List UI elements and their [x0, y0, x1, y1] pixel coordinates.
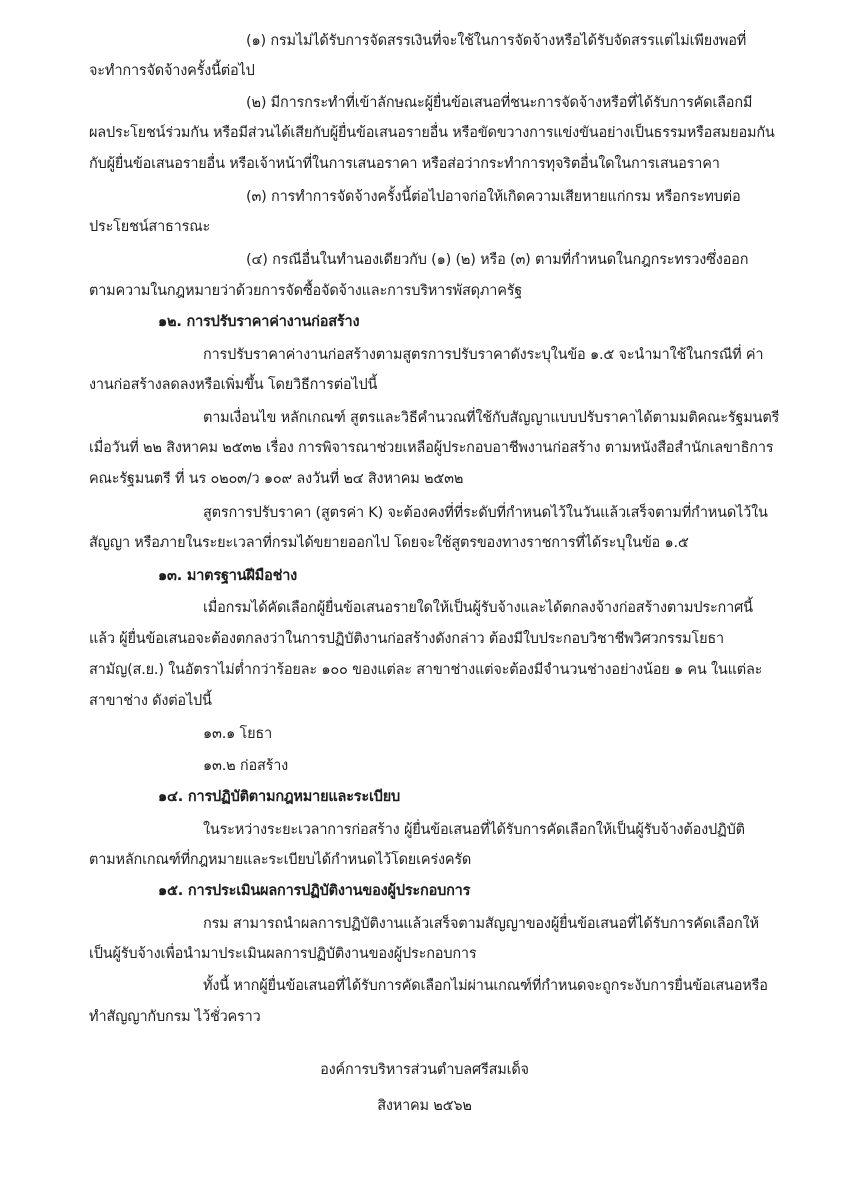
clause-line: (๓) การทำการจัดจ้างครั้งนี้ต่อไปอาจก่อให้เกิดความเสียหายแก่กรม หรือกระทบต่อ — [246, 189, 741, 205]
section-heading: ๑๓. มาตรฐานฝีมือช่าง — [158, 568, 298, 584]
clause-line: ผลประโยชน์ร่วมกัน หรือมีส่วนได้เสียกับผู้ยื่นข้อเสนอรายอื่น หรือขัดขวางการแข่งขันอย่างเป็นธรรมหรือสมยอมกัน — [89, 125, 775, 141]
paragraph-line: การปรับราคาค่างานก่อสร้างตามสูตรการปรับราคาดังระบุในข้อ ๑.๕ จะนำมาใช้ในกรณีที่ ค่า — [203, 347, 764, 363]
sub-item: ๑๓.๑ โยธา — [203, 726, 273, 742]
clause-line: กับผู้ยื่นข้อเสนอรายอื่น หรือเจ้าหน้าที่ในการเสนอราคา หรือส่อว่ากระทำการทุจริตอื่นใดในการเสนอราคา — [89, 156, 720, 172]
paragraph-line: สูตรการปรับราคา (สูตรค่า K) จะต้องคงที่ที่ระดับที่กำหนดไว้ในวันแล้วเสร็จตามที่กำหนดไว้ใน — [203, 505, 768, 521]
paragraph-line: สัญญา หรือภายในระยะเวลาที่กรมได้ขยายออกไป โดยจะใช้สูตรของทางราชการที่ได้ระบุในข้อ ๑.๕ — [89, 535, 689, 551]
paragraph-line: ในระหว่างระยะเวลาการก่อสร้าง ผู้ยื่นข้อเสนอที่ได้รับการคัดเลือกให้เป็นผู้รับจ้างต้องปฏิบัติ — [203, 822, 745, 838]
paragraph-line: กรม สามารถนำผลการปฏิบัติงานแล้วเสร็จตามสัญญาของผู้ยื่นข้อเสนอที่ได้รับการคัดเลือกให้ — [203, 916, 759, 932]
clause-line: (๑) กรมไม่ได้รับการจัดสรรเงินที่จะใช้ในการจัดจ้างหรือได้รับจัดสรรแต่ไม่เพียงพอที่ — [246, 33, 747, 49]
paragraph-line: คณะรัฐมนตรี ที่ นร ๐๒๐๓/ว ๑๐๙ ลงวันที่ ๒๔ สิงหาคม ๒๕๓๒ — [89, 471, 464, 487]
signature-date: สิงหาคม ๒๕๖๒ — [377, 1098, 472, 1114]
paragraph-line: แล้ว ผู้ยื่นข้อเสนอจะต้องตกลงว่าในการปฏิบัติงานก่อสร้างดังกล่าว ต้องมีใบประกอบวิชาชีพวิศวกรรมโยธา — [89, 631, 724, 647]
section-heading: ๑๒. การปรับราคาค่างานก่อสร้าง — [158, 314, 360, 330]
paragraph-line: ทำสัญญากับกรม ไว้ชั่วคราว — [89, 1009, 261, 1025]
clause-line: (๔) กรณีอื่นในทำนองเดียวกับ (๑) (๒) หรือ (๓) ตามที่กำหนดในกฎกระทรวงซึ่งออก — [246, 252, 749, 268]
clause-line: ตามความในกฎหมายว่าด้วยการจัดซื้อจัดจ้างและการบริหารพัสดุภาครัฐ — [89, 283, 523, 299]
paragraph-line: สาขาช่าง ดังต่อไปนี้ — [89, 693, 212, 709]
paragraph-line: เป็นผู้รับจ้างเพื่อนำมาประเมินผลการปฏิบัติงานของผู้ประกอบการ — [89, 946, 477, 962]
clause-line: จะทำการจัดจ้างครั้งนี้ต่อไป — [89, 63, 255, 79]
paragraph-line: สามัญ(ส.ย.) ในอัตราไม่ต่ำกว่าร้อยละ ๑๐๐ ของแต่ละ สาขาช่างแต่จะต้องมีจำนวนช่างอย่างน้อย ๑ คน ในแต่ละ — [89, 662, 763, 678]
sub-item: ๑๓.๒ ก่อสร้าง — [203, 758, 289, 774]
clause-line: ประโยชน์สาธารณะ — [89, 219, 211, 235]
section-heading: ๑๔. การปฏิบัติตามกฎหมายและระเบียบ — [158, 789, 401, 805]
paragraph-line: เมื่อกรมได้คัดเลือกผู้ยื่นข้อเสนอรายใดให้เป็นผู้รับจ้างและได้ตกลงจ้างก่อสร้างตามประกาศนี้ — [203, 600, 753, 616]
clause-line: (๒) มีการกระทำที่เข้าลักษณะผู้ยื่นข้อเสนอที่ชนะการจัดจ้างหรือที่ได้รับการคัดเลือกมี — [246, 95, 753, 111]
paragraph-line: เมื่อวันที่ ๒๒ สิงหาคม ๒๕๓๒ เรื่อง การพิจารณาช่วยเหลือผู้ประกอบอาชีพงานก่อสร้าง ตามหนังสือสำนักเลขาธิการ — [89, 440, 774, 456]
section-heading: ๑๕. การประเมินผลการปฏิบัติงานของผู้ประกอบการ — [158, 883, 471, 899]
paragraph-line: ตามเงื่อนไข หลักเกณฑ์ สูตรและวิธีคำนวณที่ใช้กับสัญญาแบบปรับราคาได้ตามมติคณะรัฐมนตรี — [203, 410, 780, 426]
signature-organization: องค์การบริหารส่วนตำบลศรีสมเด็จ — [320, 1062, 529, 1078]
paragraph-line: งานก่อสร้างลดลงหรือเพิ่มขึ้น โดยวิธีการต่อไปนี้ — [89, 377, 378, 393]
paragraph-line: ตามหลักเกณฑ์ที่กฎหมายและระเบียบได้กำหนดไว้โดยเคร่งครัด — [89, 852, 472, 868]
paragraph-line: ทั้งนี้ หากผู้ยื่นข้อเสนอที่ได้รับการคัดเลือกไม่ผ่านเกณฑ์ที่กำหนดจะถูกระงับการยื่นข้อเสนอหรือ — [203, 978, 768, 994]
